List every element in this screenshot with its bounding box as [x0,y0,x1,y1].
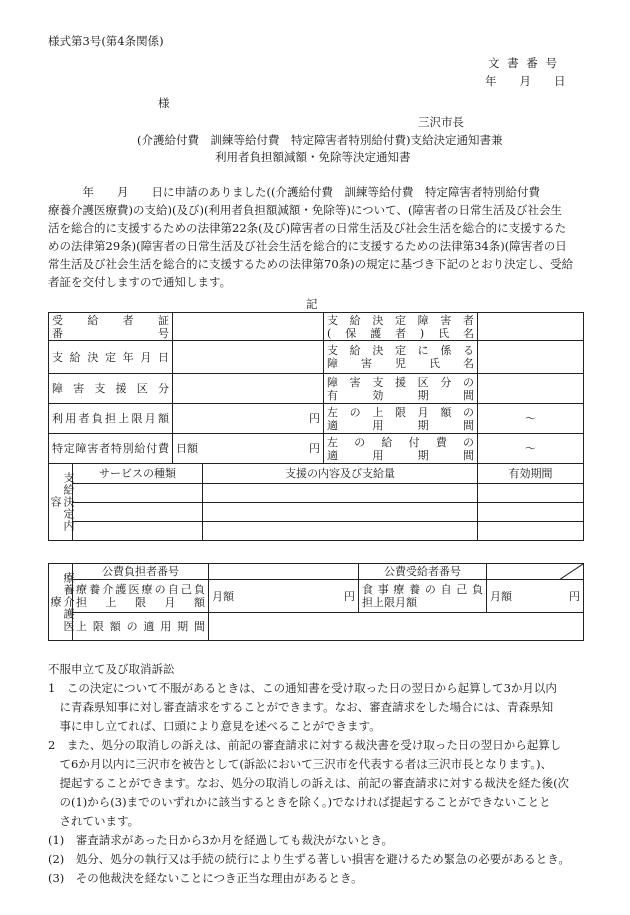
special-benefit-label: 特定障害者特別給付費 [49,434,173,464]
body-line: 活を総合的に支援するための法律第22条(及び)障害者の日常生活及び社会生活を総合的に支援するた [48,221,567,235]
service-type-header: サービスの種類 [73,464,203,484]
body-line: 者証を交付しますので通知します。 [48,275,232,289]
public-payer-number-label: 公費負担者番号 [73,564,209,580]
public-recipient-number-boxes[interactable] [487,564,584,580]
service-type-cell[interactable] [73,522,203,541]
meal-limit-label: 食事療養の自己負 担上限月額 [359,580,487,613]
class-period-label: 障害支援区分の 有 効 期 間 [324,374,478,404]
support-class-label: 障害支援区分 [49,374,173,404]
self-pay-limit-label: 療養介護医療の自己負 担 上 限 月 額 [73,580,209,613]
appeal-section [48,660,588,888]
tilde: ～ [525,442,537,455]
body-paragraph [48,183,583,291]
burden-limit-label: 利用者負担上限月額 [49,404,173,434]
decision-content-side-label: 支給決定内容 [49,464,73,541]
medical-care-table [48,563,584,641]
appeal-item-2-line: 2 また、処分の取消しの訴えは、前記の審査請求に対する裁決書を受け取った日の翌日から起算し [48,738,562,752]
table-row [49,503,584,522]
form-id: 様式第3号(第4条関係) [48,34,164,48]
yen-unit: 円 [569,589,580,603]
appeal-item-1-line: に青森県知事に対し審査請求をすることができます。なお、審査請求をした場合には、青森県知 [48,700,554,714]
support-amount-cell[interactable] [203,484,478,503]
appeal-item-2-line: 提起することができます。なお、処分の取消しの訴えは、前記の審査請求に対する裁決を経た後(次 [48,776,570,790]
yen-unit: 円 [309,442,321,455]
support-amount-cell[interactable] [203,522,478,541]
table-row [49,484,584,503]
body-line: 療養介護医療費)の支給)(及び)(利用者負担額減額・免除等)について、(障害者の日常生活及び社会生 [48,203,562,217]
child-name-value[interactable] [478,341,584,374]
appeal-sub-item-2: (2) 処分、処分の執行又は手続の続行により生ずる著しい損害を避けるため緊急の必要があるとき。 [48,852,570,866]
document-title-line1: (介護給付費 訓練等給付費 特定障害者特別給付費)支給決定通知書兼 [137,133,503,147]
limit-application-period-label: 上限額の適用期間 [73,613,209,641]
appeal-item-2-line: されています。 [48,814,140,828]
decision-date-value[interactable] [173,341,324,374]
appeal-item-1-line: 事に申し立てれば、口頭により意見を述べることができます。 [48,719,381,733]
document-title-line2: 利用者負担額減額・免除等決定通知書 [215,150,411,164]
class-period-value[interactable] [478,374,584,404]
appeal-sub-item-1: (1) 審査請求があった日から3か月を経過しても裁決がないとき。 [48,833,394,847]
service-type-cell[interactable] [73,503,203,522]
meal-limit-value[interactable] [487,580,584,613]
guardian-name-value[interactable] [478,313,584,341]
burden-limit-value[interactable] [173,404,324,434]
decision-date-label: 支給決定年月日 [49,341,173,374]
support-amount-cell[interactable] [203,503,478,522]
valid-period-cell[interactable] [478,522,584,541]
valid-period-header: 有効期間 [478,464,584,484]
guardian-name-label: 支給決定障害者 (保護者)氏名 [324,313,478,341]
monthly-label: 月額 [490,589,512,603]
valid-period-cell[interactable] [478,484,584,503]
appeal-heading: 不服申立て及び取消訴訟 [48,662,175,676]
date-label: 年 月 日 [485,74,566,88]
table-row [49,522,584,541]
public-payer-number-boxes[interactable] [209,564,359,580]
recipient-number-boxes[interactable] [173,313,324,341]
valid-period-cell[interactable] [478,503,584,522]
tilde: ～ [525,412,537,425]
appeal-sub-item-3: (3) その他裁決を経ないことにつき正当な理由があるとき。 [48,871,363,885]
diagonal-slash-icon [559,564,583,580]
self-pay-limit-value[interactable] [209,580,359,613]
appeal-item-2-line: の(1)から(3)までのいずれかに該当するときを除く。)でなければ提起することができないことと [48,795,551,809]
decision-table [48,312,584,541]
support-amount-header: 支援の内容及び支給量 [203,464,478,484]
recipient-number-label: 受 給 者 証 番 号 [49,313,173,341]
body-line: めの法律第29条)(障害者の日常生活及び社会生活を総合的に支援するための法律第34条)(障害者の日 [48,239,567,253]
body-line: 年 月 日に申請のありました((介護給付費 訓練等給付費 特定障害者特別給付費 [48,185,540,199]
yen-unit: 円 [309,412,321,425]
benefit-period-label: 左 の 給 付 費 の 適 用 期 間 [324,434,478,464]
daily-amount-label: 日額 [176,442,198,455]
appeal-item-1-line: 1 この決定について不服があるときは、この通知書を受け取った日の翌日から起算して3か月以内 [48,681,557,695]
limit-application-period-value[interactable] [209,613,584,641]
body-line: 常生活及び社会生活を総合的に支援するための法律第70条)の規定に基づき下記のとおり決定し、受給 [48,257,574,271]
benefit-period-value[interactable] [478,434,584,464]
monthly-label: 月額 [212,589,234,603]
addressee-suffix: 様 [158,96,170,110]
yen-unit: 円 [344,589,355,603]
service-type-cell[interactable] [73,484,203,503]
issuer-name: 三沢市長 [418,115,464,129]
ki-heading: 記 [306,297,318,311]
public-recipient-number-label: 公費受給者番号 [359,564,487,580]
document-number-label: 文 書 番 号 [488,56,559,70]
limit-period-value[interactable] [478,404,584,434]
special-benefit-value[interactable] [173,434,324,464]
child-name-label: 支給決定に係る 障 害 児 氏 名 [324,341,478,374]
support-class-value[interactable] [173,374,324,404]
limit-period-label: 左の上限月額の 適 用 期 間 [324,404,478,434]
medical-care-side-label: 療養介護医療 [49,564,73,641]
appeal-item-2-line: て6か月以内に三沢市を被告として(訴訟において三沢市を代表する者は三沢市長となります。)、 [48,757,553,771]
